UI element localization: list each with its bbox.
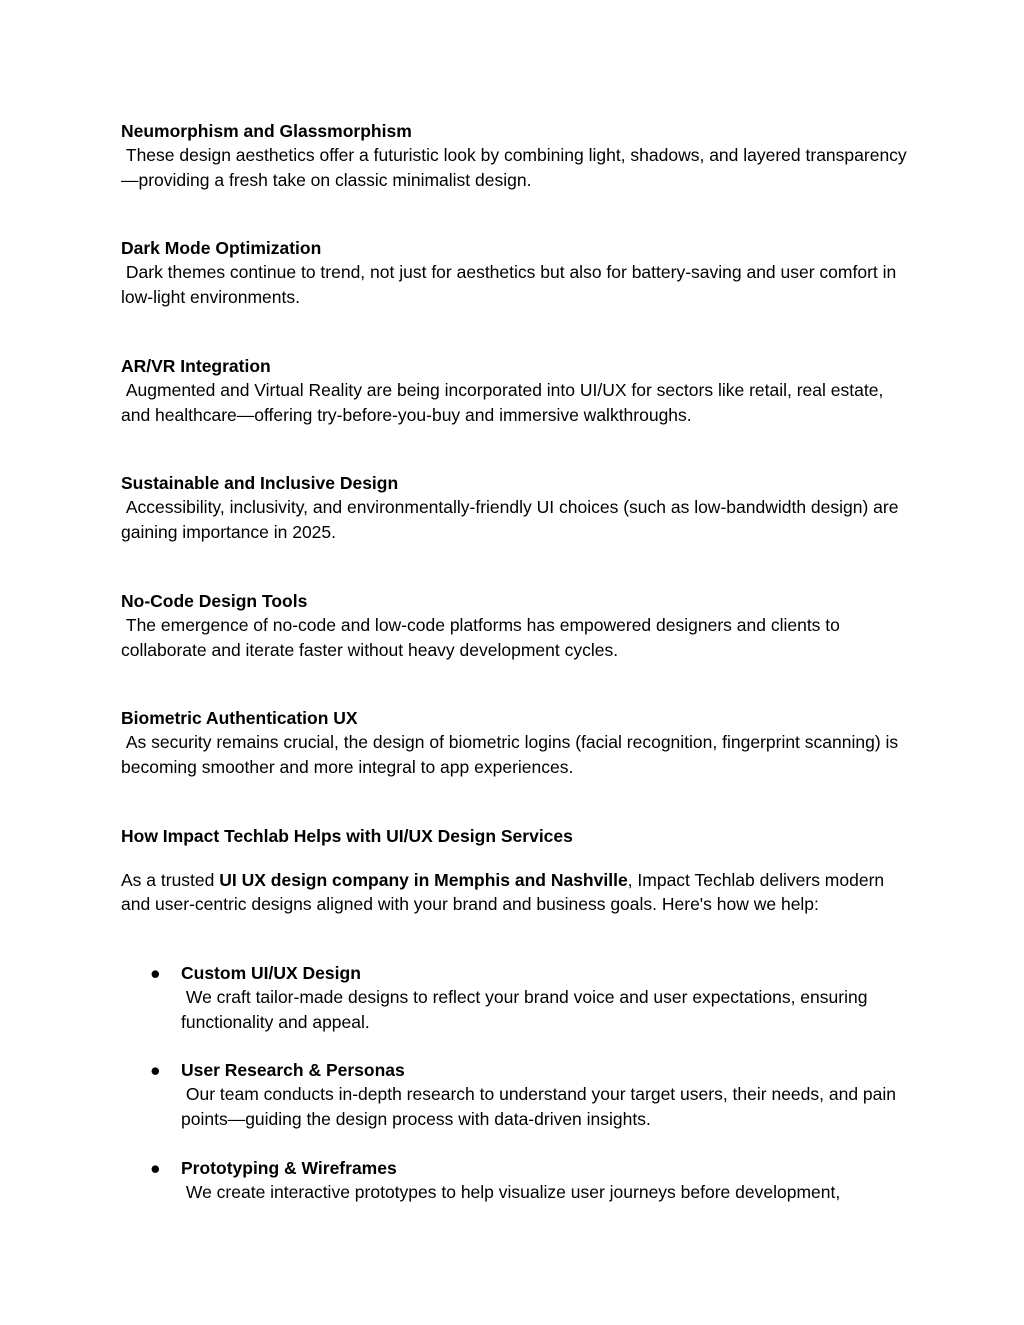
trend-title: Neumorphism and Glassmorphism	[121, 121, 412, 141]
trend-title: No-Code Design Tools	[121, 591, 308, 611]
service-title: Prototyping & Wireframes	[181, 1158, 397, 1178]
trend-title: AR/VR Integration	[121, 356, 271, 376]
service-title: Custom UI/UX Design	[181, 963, 361, 983]
trend-description: Dark themes continue to trend, not just for aesthetics but also for battery-saving and user comfort in low-light environments.	[121, 262, 902, 307]
bullet-icon: ●	[150, 963, 161, 983]
trend-description: The emergence of no-code and low-code platforms has empowered designers and clients to collaborate and iterate faster without heavy development cycles.	[121, 615, 845, 660]
trend-description: Augmented and Virtual Reality are being incorporated into UI/UX for sectors like retail, real estate, and healthcare—offering try-before-you-buy and immersive walkthroughs.	[121, 380, 889, 425]
bullet-icon: ●	[150, 1060, 161, 1080]
trend-section	[121, 471, 911, 544]
service-description: Our team conducts in-depth research to understand your target users, their needs, and pain points—guiding the design process with data-driven insights.	[181, 1084, 901, 1129]
services-intro-suffix: , Impact Techlab delivers modern and user-centric designs aligned with your brand and business goals. Here's how we help:	[121, 870, 885, 915]
trend-section	[121, 236, 911, 309]
trend-title: Sustainable and Inclusive Design	[121, 473, 399, 493]
trend-description: Accessibility, inclusivity, and environmentally-friendly UI choices (such as low-bandwidth design) are gaining importance in 2025.	[121, 497, 904, 542]
service-content	[181, 961, 921, 1034]
service-title: User Research & Personas	[181, 1060, 405, 1080]
service-content	[181, 1156, 921, 1205]
services-heading-block	[121, 824, 911, 848]
services-intro-prefix: As a trusted	[121, 870, 220, 890]
trend-title: Dark Mode Optimization	[121, 238, 322, 258]
trend-description: As security remains crucial, the design of biometric logins (facial recognition, fingerprint scanning) is becoming smoother and more integral to app experiences.	[121, 732, 904, 777]
service-description: We create interactive prototypes to help visualize user journeys before development,	[181, 1182, 841, 1203]
trend-section	[121, 706, 911, 779]
trend-title: Biometric Authentication UX	[121, 708, 358, 728]
services-intro-highlight: UI UX design company in Memphis and Nashville	[219, 870, 628, 890]
trend-description: These design aesthetics offer a futuristic look by combining light, shadows, and layered transparency—providing a fresh take on classic minimalist design.	[121, 145, 907, 190]
bullet-icon: ●	[150, 1158, 161, 1178]
services-heading: How Impact Techlab Helps with UI/UX Design Services	[121, 826, 573, 846]
trend-section	[121, 119, 911, 192]
services-intro	[121, 868, 891, 917]
trend-section	[121, 589, 911, 662]
service-content	[181, 1058, 921, 1131]
service-description: We craft tailor-made designs to reflect your brand voice and user expectations, ensuring functionality and appeal.	[181, 987, 873, 1032]
trend-section	[121, 354, 911, 427]
